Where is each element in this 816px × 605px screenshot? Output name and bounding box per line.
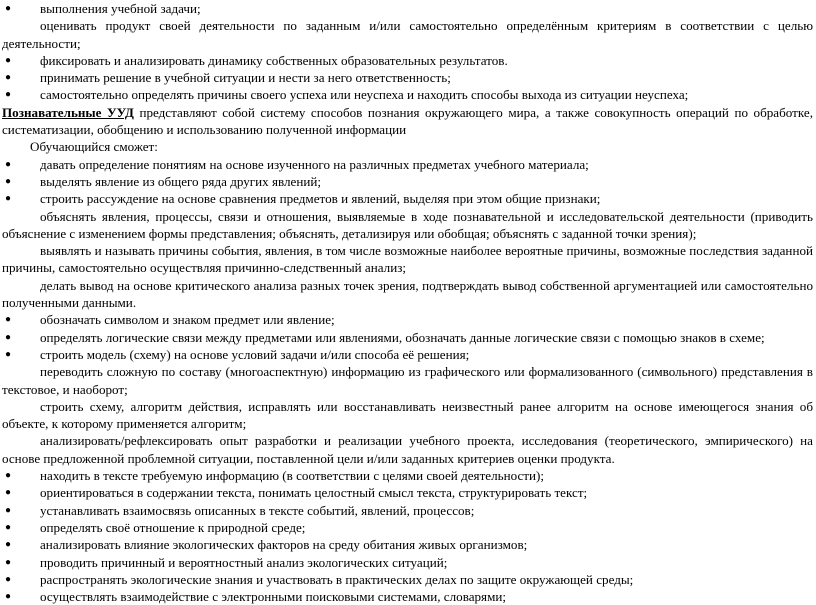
bullet-icon: ● [4, 3, 12, 14]
list-item [2, 156, 813, 173]
bullet-icon: ● [4, 521, 12, 533]
list-item [2, 17, 813, 52]
list-item [2, 536, 813, 553]
list-item [2, 173, 813, 190]
bullet-icon: ● [4, 331, 12, 343]
bullet-icon: ● [4, 591, 12, 603]
list-item-text: обозначать символом и знаком предмет или явление; [40, 312, 335, 328]
list-item [2, 0, 813, 17]
list-item-text: анализировать/рефлексировать опыт разработки и реализации учебного проекта, исследования (теоретического, эмпирического) на основе предложенной проблемной ситуации, поставленной цели и/или заданных критериев оценки продукта. [2, 433, 813, 466]
bullet-icon: ● [4, 470, 12, 482]
bullet-icon: ● [4, 487, 12, 499]
bullet-icon: ● [4, 89, 12, 101]
list-item-text: принимать решение в учебной ситуации и нести за него ответственность; [40, 70, 451, 86]
list-item [2, 242, 813, 277]
list-item [2, 554, 813, 571]
list-item [2, 588, 813, 605]
list-item [2, 208, 813, 243]
list-item [2, 519, 813, 536]
cognitive-definition [2, 104, 813, 139]
list-item-text: выполнения учебной задачи; [40, 1, 201, 16]
bullet-icon: ● [4, 539, 12, 551]
list-item-text: ориентироваться в содержании текста, понимать целостный смысл текста, структурировать текст; [40, 485, 588, 501]
bullet-icon: ● [4, 175, 12, 187]
list-item-text: осуществлять взаимодействие с электронными поисковыми системами, словарями; [40, 589, 507, 605]
list-item [2, 86, 813, 103]
list-item [2, 467, 813, 484]
list-item-text: анализировать влияние экологических факторов на среду обитания живых организмов; [40, 537, 528, 553]
list-item-text: устанавливать взаимосвязь описанных в тексте событий, явлений, процессов; [40, 502, 475, 518]
section-term: Познавательные УУД [2, 104, 134, 120]
list-item-text: проводить причинный и вероятностный анализ экологических ситуаций; [40, 554, 448, 570]
list-item [2, 398, 813, 433]
section-definition: представляют собой систему способов познания окружающего мира, а также совокупность операций по обработке, систематизации, обобщению и использованию полученной информации [2, 104, 813, 138]
list-item [2, 346, 813, 363]
bullet-icon: ● [4, 54, 12, 66]
list-item [2, 502, 813, 519]
list-item-text: определять своё отношение к природной среде; [40, 519, 306, 535]
list-item-text: выделять явление из общего ряда других явлений; [40, 173, 322, 189]
list-item [2, 69, 813, 86]
bullet-icon: ● [4, 348, 12, 360]
list-item [2, 277, 813, 312]
list-item-text: самостоятельно определять причины своего успеха или неуспеха и находить способы выхода из ситуации неуспеха; [40, 87, 689, 103]
bullet-icon: ● [4, 158, 12, 170]
bullet-icon: ● [4, 573, 12, 585]
list-item-text: находить в тексте требуемую информацию (в соответствии с целями своей деятельности); [40, 468, 545, 484]
list-item [2, 432, 813, 467]
list-item-text: выявлять и называть причины события, явления, в том числе возможные наиболее вероятные причины, возможные последствия заданной причины, самостоятельно осуществляя причинно-следственный анализ; [2, 243, 813, 276]
bullet-list [2, 156, 813, 605]
list-item [2, 311, 813, 328]
bullet-icon: ● [4, 72, 12, 84]
list-item [2, 571, 813, 588]
list-item-text: определять логические связи между предметами или явлениями, обозначать данные логические связи с помощью знаков в схеме; [40, 329, 765, 345]
list-item-text: строить модель (схему) на основе условий задачи и/или способа её решения; [40, 346, 470, 362]
list-item-text: переводить сложную по составу (многоаспектную) информацию из графического или формализованного (символьного) представления в текстовое, и наоборот; [2, 364, 813, 397]
list-item-text: строить рассуждение на основе сравнения предметов и явлений, выделяя при этом общие признаки; [40, 191, 601, 207]
bullet-icon: ● [4, 504, 12, 516]
list-item [2, 329, 813, 346]
list-item-text: фиксировать и анализировать динамику собственных образовательных результатов. [40, 52, 508, 68]
list-item [2, 52, 813, 69]
list-item [2, 363, 813, 398]
list-item-text: оценивать продукт своей деятельности по заданным и/или самостоятельно определённым критериям в соответствии с целью деятельности; [2, 18, 813, 51]
bullet-icon: ● [4, 193, 12, 205]
bullet-icon: ● [4, 314, 12, 326]
list-item [2, 484, 813, 501]
section-lead: Обучающийся сможет: [30, 139, 158, 155]
list-item-text: давать определение понятиям на основе изученного на различных предметах учебного материала; [40, 156, 589, 172]
list-item-text: распространять экологические знания и участвовать в практических делах по защите окружающей среды; [40, 571, 634, 587]
list-item-text: объяснять явления, процессы, связи и отношения, выявляемые в ходе познавательной и исследовательской деятельности (приводить объяснение с изменением формы представления; объяснять, детализируя или обобщая; объяснять с заданной точки зрения); [2, 208, 813, 241]
list-item-text: строить схему, алгоритм действия, исправлять или восстанавливать неизвестный ранее алгоритм на основе имеющегося знания об объекте, к которому применяется алгоритм; [2, 398, 813, 432]
bullet-icon: ● [4, 556, 12, 568]
list-item [2, 190, 813, 207]
list-item-text: делать вывод на основе критического анализа разных точек зрения, подтверждать вывод собственной аргументацией или самостоятельно полученными данными. [2, 277, 813, 311]
